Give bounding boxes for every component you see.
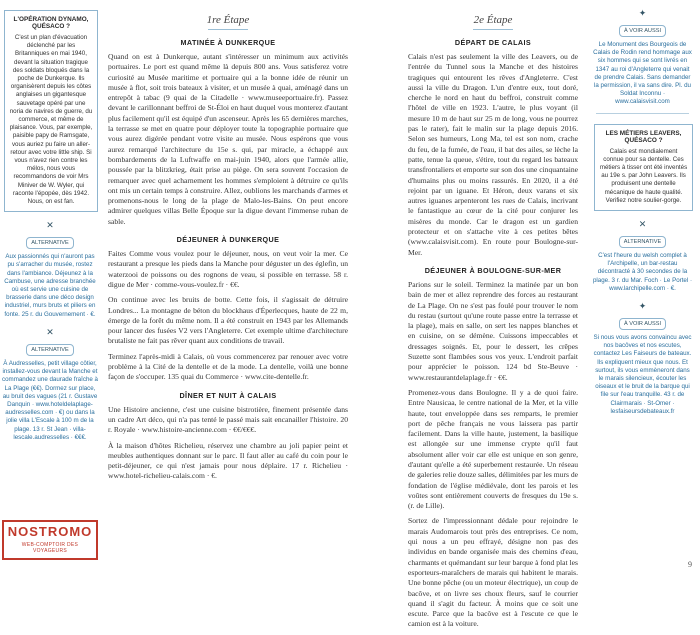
paragraph: Calais n'est pas seulement la ville des Leavers, ou de l'entrée du Tunnel sous la Manche et des histoires tragiques qui entourent les rêves d'Angleterre. C'est aussi la ville du Dragon. L'un d'entre eux, tout doré, cherche le nord en haut du beffroi, construit comme l'hôtel de ville en 1923. L'autre, le plus voyant (il mesure 10 m de haut sur 25 m de long, vous ne pourrez pas le rater), fait le malin sur la plage depuis 2016. Selon ses humeurs, Long Ma, tel est son nom, crache du feu, de la fumée, de l'eau, il bat des ailes, se lèche la patte, tenue la queue, s'étire, tout du regard les bateaux transfrontaliers et emporte sur son dos une cinquantaine d'humains plus ou moins rassurés. En 2020, il a été rejoint par un iguane. Et Héron, deux varans et six autres iguanes arpenteront les rues de Calais, incrivant le fantastique au cœur de la cité pour conjurer les misères du monde. Car le dragon est un gardien protecteur et on s'attache vite à ces petites bêtes (www.calaisvisit.com). En route pour Boulogne-sur-Mer. (408, 52, 578, 257)
see-also-badge: À VOIR AUSSI (619, 318, 666, 330)
left-main-column (108, 0, 348, 487)
left-sidebar (0, 0, 100, 446)
compass-icon: ✦ (638, 8, 647, 18)
paragraph: Parions sur le soleil. Terminez la matinée par un bon bain de mer et allez reprendre des forces au restaurant de La Plage. On ne s'est pas foulé pour trouver le nom du restau (surtout qu'une route passe entre la terrasse et la plage), mais en salle, on sert les nappes blanches et en cuisine, on se démène. Cuissons impeccables et dressages soignés. Et, pour le dessert, les crêpes Suzette sont flambées sous vos yeux. L'endroit parfait pour apprécier le poisson. 124 bd Ste-Beuve · www.restaurantdelaplage.fr · €€. (408, 279, 578, 382)
right-main-column (408, 0, 578, 635)
paragraph: Une Histoire ancienne, c'est une cuisine bistrotière, finement présentée dans un cadre Art déco, qui n'a pas tenté le passé mais sait encanailler l'histoire. 20 r. Royale · www.histoire-ancienne.com · €€/€€€. (108, 404, 348, 435)
paragraph: Quand on est à Dunkerque, autant s'intéresser un minimum aux activités portuaires. Le port est quand même là depuis 800 ans. Vous satisferez votre curiosité au Musée maritime et portuaire qui a la bonne idée de réunir un musée à flot, soit trois bateaux à visiter, et un musée à quai, aménagé dans un entrepôt à tabac (9 quai de la Citadelle · www.museeportuaire.fr). Passez devant le carillonnant beffroi de St-Éloi en haut duquel vous monterez d'autant plus facilement qu'il est équipé d'un ascenseur. Après les 65 dernières marches, la terrasse se met en quatre pour déployer toute la topographie portuaire que vous aurez digérée pendant votre visite au musée. Nous espérons que vous aurez remarqué l'architecture du 15e s. qui, par miracle, a échappé aux bombardements de la Luftwaffe en mai-juin 1940, alors que l'armée allie, poussée par la blitzkrieg, était prise au piège. On sera souvent l'occasion de remarquer avec quel acharnement les hommes s'emploient à détruire ce qu'ils ont mis un certain temps à construire. Allez, oublions les marchands d'armes et promenons-nous le long de la plage de Malo-les-Bains. On peut encore admirer quelques villas Belle Époque sur la digue devant l'immense ruban de sable. (108, 52, 348, 226)
alternative-2 (0, 327, 100, 356)
see-also-badge: À VOIR AUSSI (619, 25, 666, 37)
section-title: MATINÉE À DUNKERQUE (180, 38, 276, 47)
stage-title-1: 1re Étape (108, 14, 348, 30)
paragraph: Terminez l'après-midi à Calais, où vous commencerez par renouer avec votre problème à la Cité de la dentelle et de la mode. La dentelle, voilà une bonne façon de s'occuper. 135 quai du Commerce · www.cite-dentelle.fr. (108, 351, 348, 382)
stage-title-2: 2e Étape (408, 14, 578, 30)
alternative-3-text: C'est l'heure du welsh complet à l'Archipelle, un bar-restau décontracté à 30 secondes de la plage. 3 r. du Mar. Foch · Le Portel · www.larchipelle.com · €. (592, 252, 693, 292)
leavers-box-title: LES MÉTIERS LEAVERS, QUÉSACO ? (605, 129, 682, 144)
section-title: DÉJEUNER À BOULOGNE-SUR-MER (424, 265, 562, 275)
dynamo-box-title: L'OPÉRATION DYNAMO, QUÉSACO ? (13, 16, 89, 30)
alternative-badge: ALTERNATIVE (26, 237, 73, 249)
alternative-badge: ALTERNATIVE (619, 236, 666, 248)
alternative-badge: ALTERNATIVE (26, 344, 73, 356)
logo-tagline: WEB-COMPTOIR DES VOYAGEURS (21, 542, 79, 554)
logo-name: NOSTROMO (7, 524, 93, 539)
leavers-box (594, 124, 693, 211)
paragraph: À la maison d'hôtes Richelieu, réservez une chambre au joli papier peint et meubles authentiques donnant sur le parc. Il faut aller au café du coin pour le petit-déjeuner, ce qui n'est jamais pour nous déplaire. 17 r. Richelieu · www.hotel-richelieu-calais.com · €. (108, 440, 348, 481)
section-title: DÉJEUNER À DUNKERQUE (176, 235, 280, 245)
see-also-bottom-text: Si nous vous avons convaincu avec nos bacôves et nos escutes, contactez Les Faiseurs de bateaux. Ils expliquent mieux que nous. Et surtout, ils vous emmèneront dans le marais silencieux, écouter les oiseaux et le bruit de la barque qui file sur l'eau tranquille. 43 r. de Clairmarais · St-Omer · lesfaiseursdebateaux.fr (593, 334, 692, 415)
section-title: DÉPART DE CALAIS (454, 38, 532, 47)
alternative-2-text: À Audresselles, petit village côtier, installez-vous devant la Manche et commandez une daurade fraîche à La Plage (€€). Dormez sur place, au bruit des vagues (21 r. Gustave Danquin · www.hoteldelaplage-audresselles.com · €) ou dans la jolie villa L'Escale à 100 m de la plage. 13 r. St Jean · villa-lescale.audresselles · €€€. (2, 359, 98, 441)
paragraph: Faites Comme vous voulez pour le déjeuner, nous, on veut voir la mer. Ce restaurant a presque les pieds dans la Manche pour déguster un des églefin, un waterzooi de poissons ou des rognons de veau, si possible en terrasse. 58 r. digue de Mer · comme-vous-voulez.fr · €€. (108, 249, 348, 289)
alternative-1-text: Aux passionnés qui n'auront pas pu s'arracher du musée, rostez dans l'ambiance. Déjeunez à la Cambuse, une adresse branchée où est servie une cuisine de brasserie dans une déco design industriel, murs bruts et piliers en fonte. 25 r. du Gouvernement · €. (4, 253, 96, 318)
see-also-bottom (590, 301, 695, 330)
alternative-3 (590, 219, 695, 248)
fork-knife-icon: ✕ (46, 326, 54, 337)
section-title: DÎNER ET NUIT À CALAIS (179, 390, 277, 400)
right-sidebar (590, 0, 695, 420)
fork-knife-icon: ✕ (638, 219, 647, 230)
see-also-top (590, 8, 695, 37)
alternative-1 (0, 220, 100, 249)
divider (596, 113, 689, 114)
dynamo-box-text: C'est un plan d'évacuation déclenché par les Britanniques en mai 1940, devant la situation tragique des soldats bloqués dans la poche de Dunkerque. Ils organisèrent depuis les côtes anglaises un gigantesque sauvetage opéré par une noria de navires de guerre, du commerce, et même de plaisance. Vous, par exemple, paisible papy de Ramsgate, vous auriez pu faire un aller-retour avec votre little ship. Si vous n'avez rien contre les mélos, nous vous recommandons de voir Mrs Miniver de W. Wyler, qui raconte l'épopée, dès 1942. Nous, on est fan. (9, 34, 93, 206)
dynamo-box (4, 10, 98, 212)
fork-knife-icon: ✕ (46, 220, 54, 231)
see-also-top-text: Le Monument des Bourgeois de Calais de Rodin rend hommage aux six hommes qui se sont livrés en 1347 au roi d'Angleterre qui venait de prendre Calais. Sans demander la permission, il va sans dire. Pl. du Soldat Inconnu · www.calaisvisit.com (593, 41, 692, 106)
paragraph: On continue avec les bruits de botte. Cette fois, il s'agissait de détruire Londres... La montagne de béton du blockhaus d'Éperlecques, haute de 22 m, émerge de la forêt du même nom. Il a été construit en 1943 par les Allemands pour lancer des fusées V2 vers l'Angleterre. Cet exemple ultime d'architecture brutaliste ne fait pas rêver quant aux conditions de travail. (108, 295, 348, 346)
paragraph: Sortez de l'impressionnant dédale pour rejoindre le marais Audomarois tout près des entreprises. Ce nom, qui nous a un peu effrayé, désigne non pas des individus en bande organisée mais des chemins d'eau, charmants et quémandant sur leur barque à fond plat les esporteurs-maraîchers de marais qui habitent le marais. Une bonne pêche (ou un moteur électrique), un coup de bacôve, et on livre ses choux fleurs, sauf le courrier quand il s'agit du facteur. À moins que ce soit une escute. Parce que la bacôve est à l'escute ce que le camion est à la voiture. (408, 516, 578, 629)
compass-icon: ✦ (638, 301, 647, 312)
page-number: 9 (688, 560, 692, 569)
nostromo-logo (2, 520, 98, 560)
paragraph: Promenez-vous dans Boulogne. Il y a de quoi faire. Entre Nausicaa, le centre national de la Mer, et la ville haute, tout enveloppée dans ses remparts, le premier port de pêche français ne vous laissera pas partir facilement. Dans la ville haute, justement, la basilique est allongée sur une immense crypte qu'il faut absolument aller voir car elle est unique en son genre, d'autant qu'elle a été superbement restaurée. Un réseau de galeries relie douze salles, délimitées par les murs de fondation de l'église médiévale, dont les parois et les voûtes sont entièrement couverts de fresques du 19e s. (r. de Lille). (408, 387, 578, 511)
leavers-box-text: Calais est mondialement connue pour sa dentelle. Ces métiers à tisser ont été inventés au 19e s. par John Leavers. Ils produisent une dentelle mécanique de haute qualité. Verifiez notre soulier-gorge. (599, 147, 688, 204)
